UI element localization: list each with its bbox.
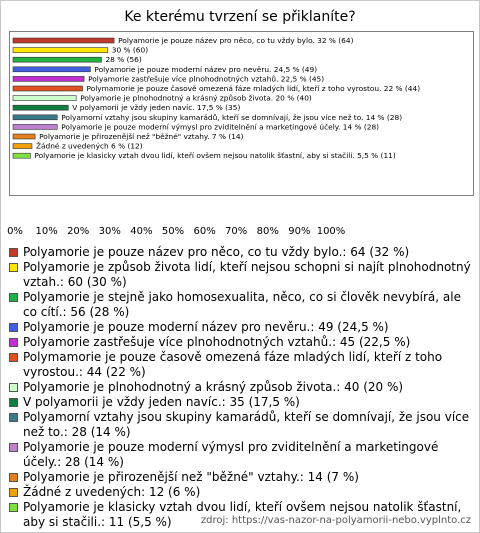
bar-1[interactable] (13, 38, 114, 43)
bar-label-1: Polyamorie je pouze název pro něco, co tu vždy bylo. 32 % (64) (118, 36, 354, 45)
legend-item (9, 395, 472, 410)
x-tick-label: 70% (225, 226, 248, 237)
legend-item (9, 260, 472, 290)
bar-label-10: Polyamorie je pouze moderní výmysl pro zviditelnění a marketingové účely. 14 % (28) (61, 122, 380, 132)
bar-label-4: Polyamorie je pouze moderní název pro nevěru. 24,5 % (49) (94, 64, 318, 74)
bar-3[interactable] (13, 57, 101, 62)
x-axis (0, 226, 480, 240)
bar-2[interactable] (13, 48, 108, 53)
bar-label-11: Polyamorie je přirozenější než "běžné" vztahy. 7 % (14) (39, 132, 244, 141)
bar-label-12: Žádné z uvedených 6 % (12) (35, 141, 143, 151)
bar-8[interactable] (13, 105, 68, 110)
legend-text: Žádné z uvedených: 12 (6 %) (23, 485, 201, 499)
bar-label-8: V polyamorii je vždy jeden navíc. 17,5 % (35) (72, 103, 241, 113)
bar-5[interactable] (13, 76, 84, 81)
legend-text: Polyamorní vztahy jsou skupiny kamarádů, kteří se domnívají, že jsou více než to.: 28 (14 %) (23, 410, 470, 439)
legend-item (9, 485, 472, 500)
bar-10[interactable] (13, 124, 57, 129)
legend-item (9, 290, 472, 320)
legend-swatch (9, 413, 18, 422)
x-tick-label: 0% (7, 226, 23, 237)
legend-swatch (9, 488, 18, 497)
legend-swatch (9, 263, 18, 272)
legend-item (9, 410, 472, 440)
x-tick-label: 40% (130, 226, 153, 237)
legend-text: Polyamorie je způsob života lidí, kteří nejsou schopni si najít plnohodnotný vztah.: 60 (30 %) (23, 260, 471, 289)
legend-swatch (9, 248, 18, 257)
legend-item (9, 335, 472, 350)
bar-6[interactable] (13, 86, 83, 91)
legend-text: V polyamorii je vždy jeden navíc.: 35 (17,5 %) (23, 395, 300, 409)
x-tick-label: 80% (256, 226, 279, 237)
bar-label-5: Polyamorie zastřešuje více plnohodnotných vztahů. 22,5 % (45) (88, 74, 325, 84)
x-tick-label: 10% (35, 226, 58, 237)
x-tick-label: 60% (193, 226, 216, 237)
legend-swatch (9, 323, 18, 332)
bar-7[interactable] (13, 96, 76, 101)
x-tick-label: 50% (161, 226, 185, 237)
bar-12[interactable] (13, 144, 32, 149)
bar-label-2: 30 % (60) (111, 45, 149, 55)
legend-item (9, 440, 472, 470)
bar-label-7: Polyamorie je plnohodnotný a krásný způsob života. 20 % (40) (80, 93, 312, 103)
legend-swatch (9, 338, 18, 347)
x-tick-label: 30% (98, 226, 121, 237)
bar-label-13: Polyamorie je klasicky vztah dvou lidí, kteří ovšem nejsou natolik šťastní, aby si stačili. 5,5 % (11) (34, 151, 396, 161)
legend-text: Polyamorie je pouze moderní výmysl pro zviditelnění a marketingové účely.: 28 (14 %) (23, 440, 439, 469)
legend-item (9, 320, 472, 335)
chart-title: Ke kterému tvrzení se přiklaníte? (124, 9, 356, 25)
legend-text: Polyamorie zastřešuje více plnohodnotných vztahů.: 45 (22,5 %) (23, 335, 411, 349)
legend-item (9, 245, 472, 260)
legend-text: Polyamorie je pouze název pro něco, co tu vždy bylo.: 64 (32 %) (23, 245, 410, 259)
legend-swatch (9, 398, 18, 407)
bar-label-6: Polymamorie je pouze časově omezená fáze mladých lidí, kteří z toho vyrostou. 22 % (44) (86, 84, 421, 93)
x-tick-label: 20% (67, 226, 90, 237)
legend-text: Polyamorie je stejně jako homosexualita, něco, co si člověk nevybírá, ale co cítí.: 56 (28 %) (23, 290, 461, 319)
legend-text: Polyamorie je pouze moderní název pro nevěru.: 49 (24,5 %) (23, 320, 389, 334)
legend-swatch (9, 503, 18, 512)
legend-text: Polymamorie je pouze časově omezená fáze mladých lidí, kteří z toho vyrostou.: 44 (22 %) (23, 350, 443, 379)
legend-swatch (9, 293, 18, 302)
bar-9[interactable] (13, 115, 57, 120)
x-tick-label: 90% (288, 226, 311, 237)
plot-area (9, 31, 474, 196)
legend (9, 245, 472, 530)
legend-item (9, 470, 472, 485)
bar-13[interactable] (13, 153, 30, 158)
legend-swatch (9, 353, 18, 362)
legend-text: Polyamorie je plnohodnotný a krásný způsob života.: 40 (20 %) (23, 380, 404, 394)
bar-label-3: 28 % (56) (105, 55, 142, 65)
legend-item (9, 350, 472, 380)
bar-label-9: Polyamorní vztahy jsou skupiny kamarádů, kteří se domnívají, že jsou více než to. 14 % (28) (61, 112, 403, 122)
bar-4[interactable] (13, 67, 90, 72)
x-tick-label: 100% (316, 226, 346, 237)
legend-swatch (9, 443, 18, 452)
legend-text: Polyamorie je klasicky vztah dvou lidí, kteří ovšem nejsou natolik šťastní, aby si stačili.: 11 (5,5 %) (23, 500, 462, 529)
source-note: zdroj: https://vas-nazor-na-polyamorii-nebo.vyplnto.cz (200, 515, 471, 526)
bar-11[interactable] (13, 134, 35, 139)
legend-swatch (9, 383, 18, 392)
bar-chart (10, 32, 473, 195)
legend-item (9, 380, 472, 395)
legend-text: Polyamorie je přirozenější než "běžné" vztahy.: 14 (7 %) (23, 470, 359, 484)
legend-swatch (9, 473, 18, 482)
